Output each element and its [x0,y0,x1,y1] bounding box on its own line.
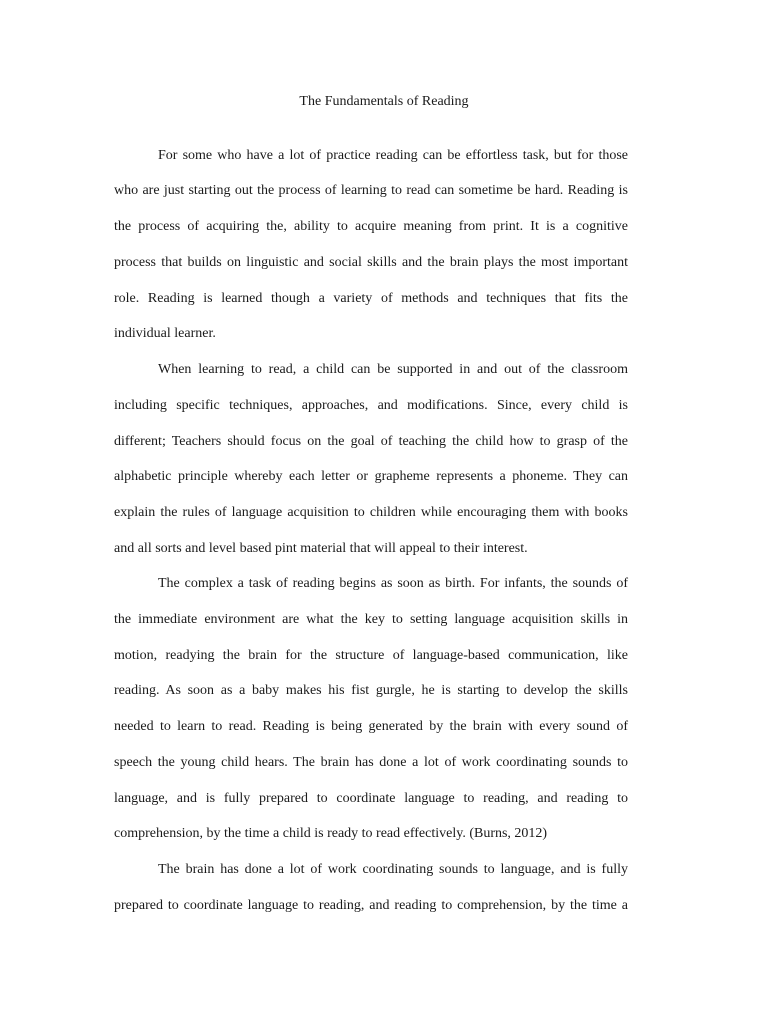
paragraph-2-line-5: explain the rules of language acquisition to children while encouraging them with books [114,505,628,520]
paragraph-3-line-6: speech the young child hears. The brain has done a lot of work coordinating sounds to [114,755,628,770]
paragraph-3-line-7: language, and is fully prepared to coordinate language to reading, and reading to [114,791,628,806]
paragraph-1-line-4: process that builds on linguistic and social skills and the brain plays the most important [114,255,628,270]
paragraph-1-line-6: individual learner. [114,326,216,341]
paragraph-4-line-2: prepared to coordinate language to reading, and reading to comprehension, by the time a [114,898,628,913]
paragraph-1-line-1: For some who have a lot of practice reading can be effortless task, but for those [158,148,628,163]
paragraph-2-line-3: different; Teachers should focus on the goal of teaching the child how to grasp of the [114,434,628,449]
paragraph-3-line-8: comprehension, by the time a child is ready to read effectively. (Burns, 2012) [114,826,548,841]
paragraph-2-line-6: and all sorts and level based pint material that will appeal to their interest. [114,541,528,556]
paragraph-1-line-5: role. Reading is learned though a variety of methods and techniques that fits the [114,291,628,306]
paragraph-2-line-2: including specific techniques, approaches, and modifications. Since, every child is [114,398,628,413]
paragraph-3-line-5: needed to learn to read. Reading is being generated by the brain with every sound of [114,719,628,734]
paragraph-3-line-1: The complex a task of reading begins as soon as birth. For infants, the sounds of [158,576,628,591]
paragraph-3-line-4: reading. As soon as a baby makes his fist gurgle, he is starting to develop the skills [114,683,628,698]
paragraph-3-line-3: motion, readying the brain for the structure of language-based communication, like [114,648,628,663]
paragraph-1-line-3: the process of acquiring the, ability to acquire meaning from print. It is a cognitive [114,219,628,234]
paragraph-1-line-2: who are just starting out the process of learning to read can sometime be hard. Reading is [114,183,628,198]
paragraph-4-line-1: The brain has done a lot of work coordinating sounds to language, and is fully [158,862,628,877]
paragraph-3-line-2: the immediate environment are what the key to setting language acquisition skills in [114,612,628,627]
paragraph-2-line-4: alphabetic principle whereby each letter or grapheme represents a phoneme. They can [114,469,628,484]
paragraph-2-line-1: When learning to read, a child can be supported in and out of the classroom [158,362,628,377]
document-title: The Fundamentals of Reading [299,94,469,109]
